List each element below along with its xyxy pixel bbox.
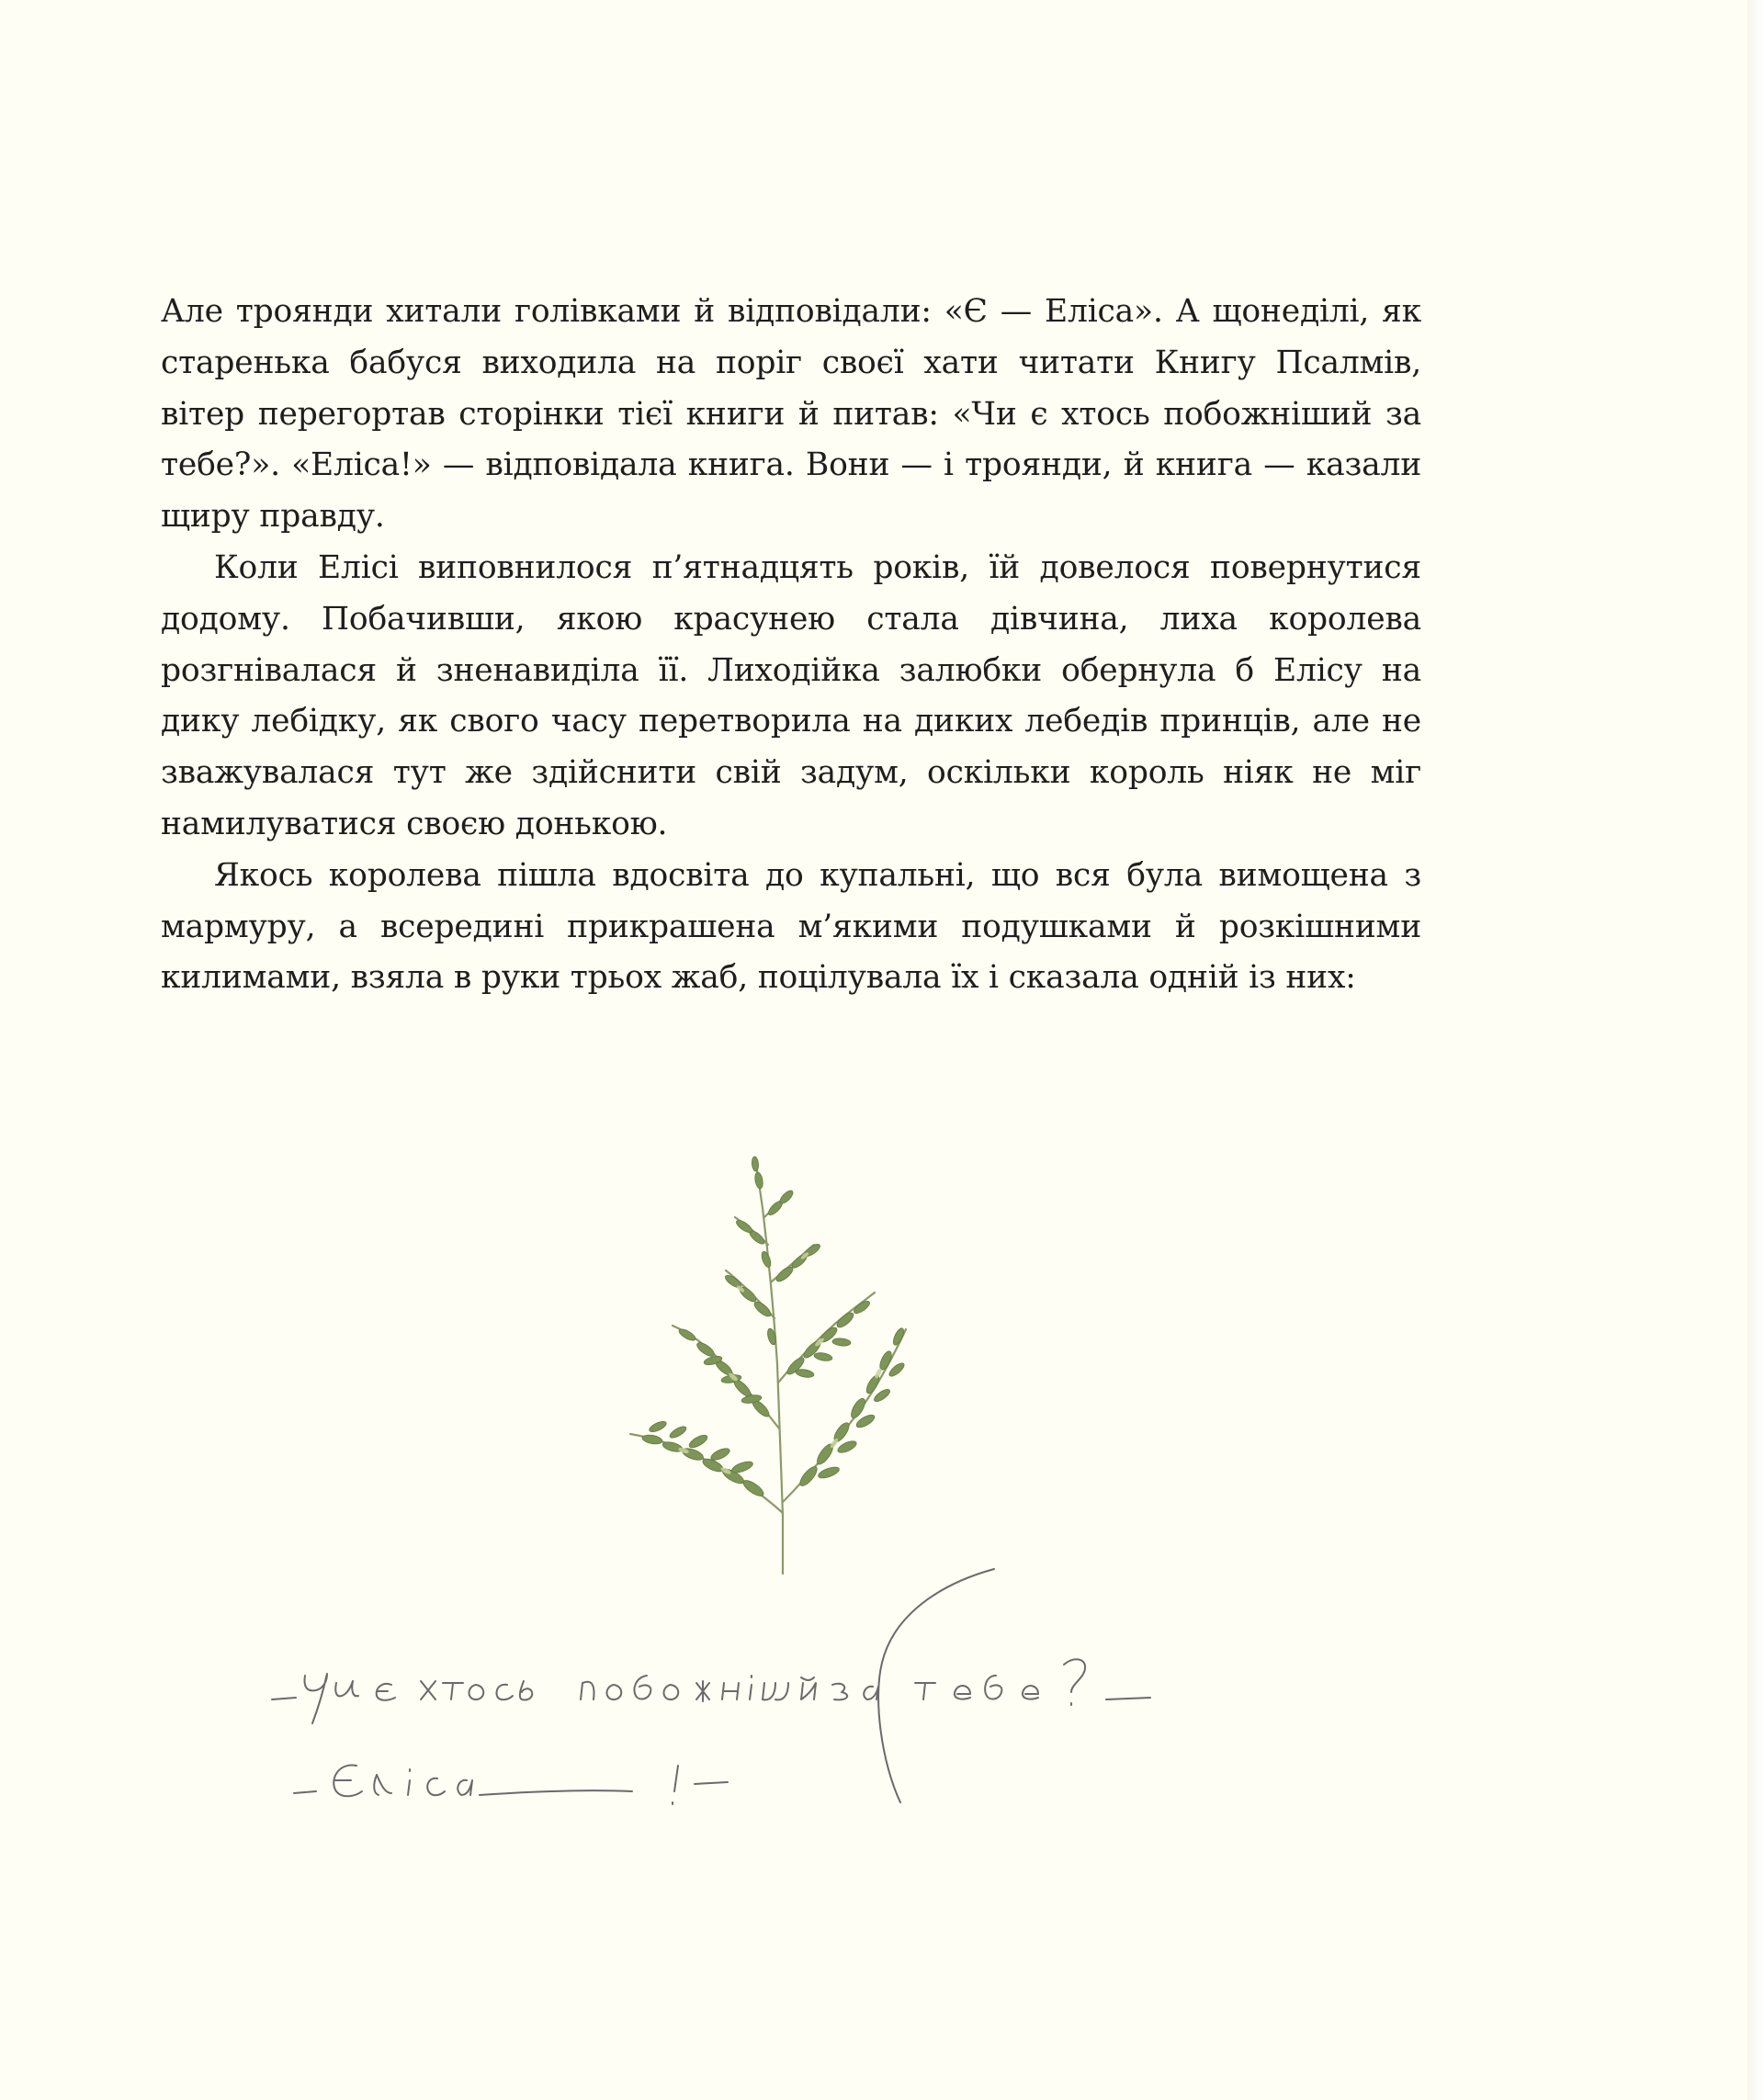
paragraph-3: Якось королева пішла вдосвіта до купальні, що вся була вимощена з мармуру, а всередині прикрашена м’якими подушками й розкішними килимами, взяла в руки трьох жаб, поцілувала їх і сказала одній із них: — [161, 856, 1421, 997]
handwritten-inscription — [239, 1562, 1396, 1837]
grass-sprig-icon — [625, 1153, 937, 1575]
paragraph-2: Коли Елісі виповнилося п’ятнадцять років, їй довелося повернутися додому. Побачивши, якою красунею стала дівчина, лиха королева розгнівалася й зненавиділа її. Лиходійка залюбки обернула б Елісу на дику лебідку, як свого часу перетворила на диких лебедів принців, але не зважувалася тут же здійснити свій задум, оскільки король ніяк не міг намилуватися своєю донькою. — [161, 548, 1421, 842]
paragraph-1: Але троянди хитали голівками й відповідали: «Є — Еліса». А щонеділі, як старенька бабуся виходила на поріг своєї хати читати Книгу Псалмів, вітер перегортав сторінки тієї книги й питав: «Чи є хтось побожніший за тебе?». «Еліса!» — відповідала книга. Вони — і троянди, й книга — казали щиру правду. — [161, 293, 1421, 536]
page-edge — [1747, 0, 1764, 2100]
body-text — [161, 287, 1421, 1004]
